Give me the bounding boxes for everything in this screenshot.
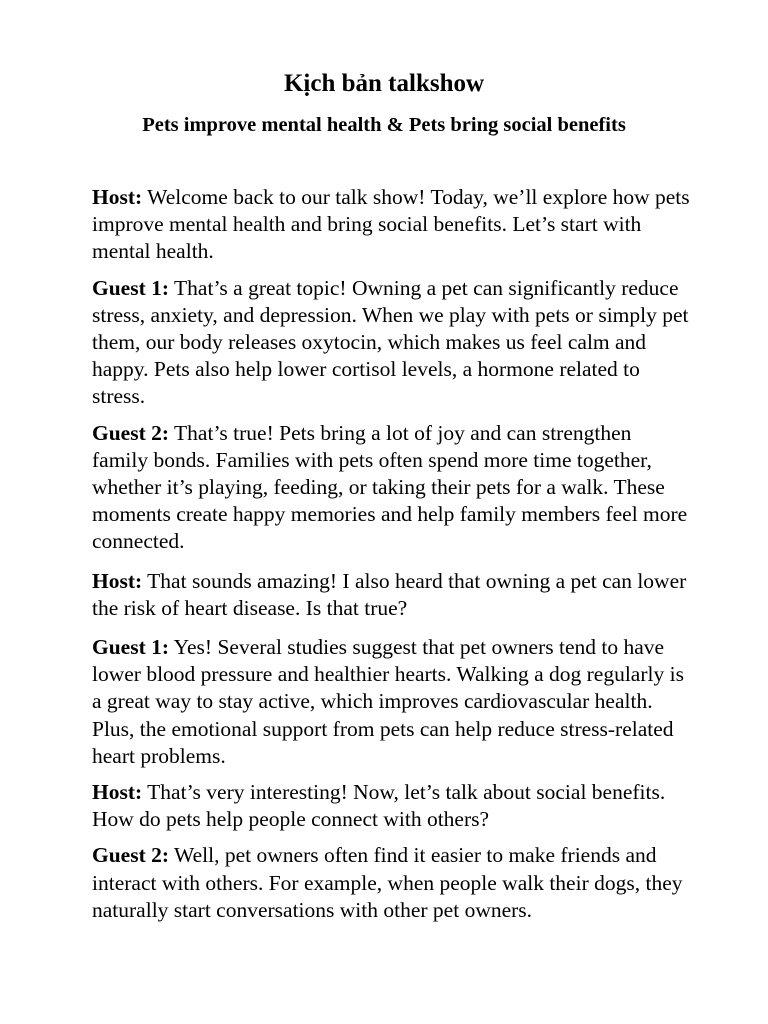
dialogue-text: That sounds amazing! I also heard that owning a pet can lower the risk of heart disease. Is that true? bbox=[92, 568, 687, 620]
speaker-label: Guest 2: bbox=[92, 420, 170, 445]
speaker-label: Guest 1: bbox=[92, 635, 170, 660]
document-subtitle: Pets improve mental health & Pets bring social benefits bbox=[142, 114, 626, 136]
document-title: Kịch bản talkshow bbox=[283, 70, 485, 97]
dialogue-turn bbox=[92, 184, 692, 266]
dialogue-text: That’s true! Pets bring a lot of joy and can strengthen family bonds. Families with pets often spend more time together, whether it’s playing, feeding, or taking their pets for a walk. These moments create happy memories and help family members feel more connected. bbox=[92, 420, 688, 554]
speaker-label: Host: bbox=[92, 185, 143, 209]
speaker-label: Host: bbox=[92, 568, 143, 593]
dialogue-text: That’s a great topic! Owning a pet can significantly reduce stress, anxiety, and depression. When we play with pets or simply pet them, our body releases oxytocin, which makes us feel calm and happy. Pets also help lower cortisol levels, a hormone related to stress. bbox=[92, 275, 689, 409]
dialogue-text: Yes! Several studies suggest that pet owners tend to have lower blood pressure and healthier hearts. Walking a dog regularly is a great way to stay active, which improves cardiovascular health. Plus, the emotional support from pets can help reduce stress-related heart problems. bbox=[92, 635, 684, 768]
dialogue-turn bbox=[92, 568, 692, 622]
dialogue-turn bbox=[92, 634, 692, 770]
dialogue bbox=[92, 184, 692, 924]
speaker-label: Guest 1: bbox=[92, 275, 170, 300]
speaker-label: Guest 2: bbox=[92, 843, 170, 868]
dialogue-text: Welcome back to our talk show! Today, we’ll explore how pets improve mental health and bring social benefits. Let’s start with mental health. bbox=[92, 185, 690, 264]
dialogue-turn bbox=[92, 842, 692, 924]
dialogue-text: Well, pet owners often find it easier to make friends and interact with others. For example, when people walk their dogs, they naturally start conversations with other pet owners. bbox=[92, 843, 683, 922]
dialogue-turn bbox=[92, 779, 692, 833]
speaker-label: Host: bbox=[92, 780, 143, 805]
dialogue-turn bbox=[92, 420, 692, 556]
dialogue-turn bbox=[92, 275, 692, 411]
dialogue-text: That’s very interesting! Now, let’s talk about social benefits. How do pets help people connect with others? bbox=[92, 780, 666, 832]
